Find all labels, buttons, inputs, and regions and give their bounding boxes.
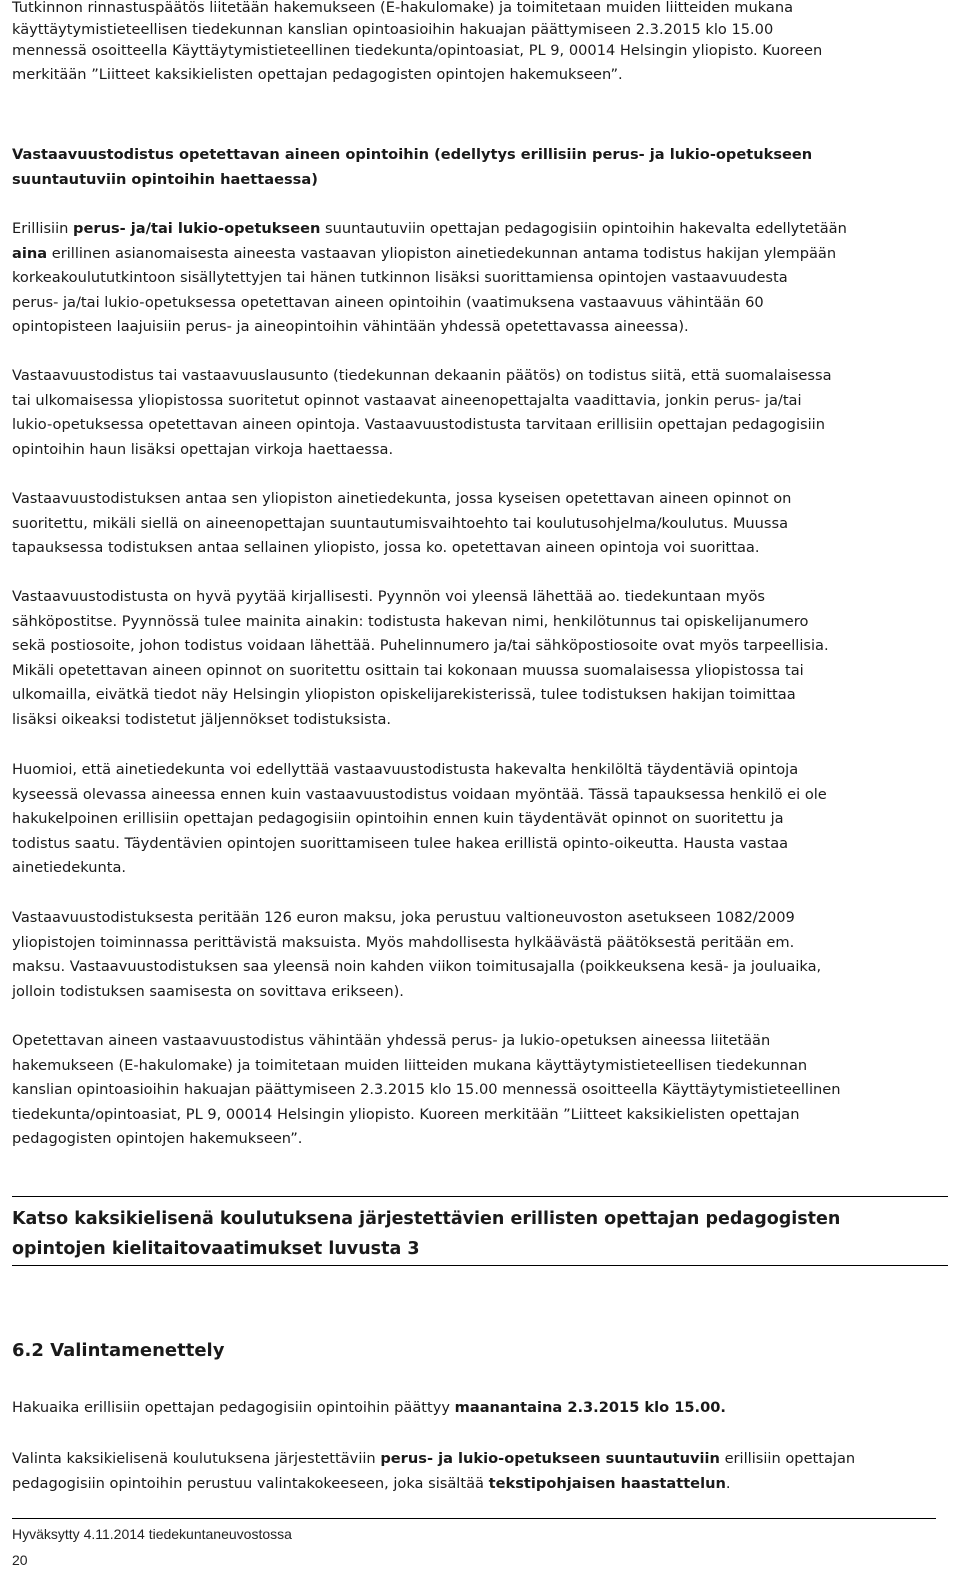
- selection-paragraph: [12, 1447, 855, 1496]
- heading-line: suuntautuviin opintoihin haettaessa): [12, 170, 318, 188]
- paragraph-line: perus- ja/tai lukio-opetuksessa opetettavan aineen opintoihin (vaatimuksena vastaavuus vähintään 60: [12, 293, 764, 311]
- language-requirements-note: [12, 1204, 840, 1264]
- paragraph-line: Huomioi, että ainetiedekunta voi edellyttää vastaavuustodistusta hakevalta henkilöltä täydentäviä opintoja: [12, 761, 799, 778]
- paragraph-line: hakukelpoinen erillisiin opettajan pedagogisiin opintoihin ennen kuin täydentävät opinnot on suoritettu ja: [12, 810, 784, 827]
- certificate-heading: [12, 143, 812, 192]
- paragraph-line: sähköpostitse. Pyynnössä tulee mainita ainakin: todistusta hakevan nimi, henkilötunnus tai opiskelijanumero: [12, 612, 809, 630]
- paragraph-requirement: [12, 217, 847, 340]
- footer-approval: Hyväksytty 4.11.2014 tiedekuntaneuvostossa: [12, 1526, 292, 1542]
- paragraph-line: tapauksessa todistuksen antaa sellainen yliopisto, jossa ko. opetettavan aineen opintoja voi suorittaa.: [12, 539, 760, 556]
- note-bottom-rule: [12, 1265, 948, 1266]
- paragraph-line: Vastaavuustodistusta on hyvä pyytää kirjallisesti. Pyynnön voi yleensä lähettää ao. tiedekuntaan myös: [12, 588, 766, 605]
- paragraph-supplementary: [12, 758, 827, 881]
- paragraph-line: suoritettu, mikäli siellä on aineenopettajan suuntautumisvaihtoehto tai koulutusohjelma/koulutus. Muussa: [12, 514, 789, 532]
- application-deadline: Hakuaika erillisiin opettajan pedagogisiin opintoihin päättyy maanantaina 2.3.2015 klo 15.00.: [12, 1399, 726, 1416]
- paragraph-line: Vastaavuustodistus tai vastaavuuslausunto (tiedekunnan dekaanin päätös) on todistus siitä, että suomalaisessa: [12, 367, 832, 384]
- paragraph-line: lukio-opetuksessa opetettavan aineen opintoja. Vastaavuustodistusta tarvitaan erillisiin opettajan pedagogisiin: [12, 416, 825, 433]
- paragraph-line: kanslian opintoasioihin hakuajan päättymiseen 2.3.2015 klo 15.00 mennessä osoitteella Käyttäytymistieteellinen: [12, 1081, 841, 1098]
- note-top-rule: [12, 1196, 948, 1197]
- paragraph-request: [12, 585, 829, 732]
- paragraph-line: opintopisteen laajuisiin perus- ja aineopintoihin vähintään yhdessä opetettavassa aineessa).: [12, 318, 689, 335]
- paragraph-line: Mikäli opetettavan aineen opinnot on suoritettu osittain tai kokonaan muussa suomalaisessa yliopistossa tai: [12, 661, 804, 679]
- paragraph-line: tiedekunta/opintoasiat, PL 9, 00014 Helsingin yliopisto. Kuoreen merkitään ”Liitteet kaksikielisten opettajan: [12, 1105, 800, 1123]
- paragraph-line: todistus saatu. Täydentävien opintojen suorittamiseen tulee hakea erillistä opinto-oikeutta. Hausta vastaa: [12, 834, 789, 852]
- intro-line: käyttäytymistieteellisen tiedekunnan kanslian opintoasioihin hakuajan päättymiseen 2.3.2015 klo 15.00: [12, 20, 774, 38]
- paragraph-line: korkeakoulututkintoon sisällytettyjen tai hänen tutkinnon lisäksi suorittamiensa opintojen vastaavuudesta: [12, 269, 788, 286]
- paragraph-line: aina erillinen asianomaisesta aineesta vastaavan yliopiston ainetiedekunnan antama todistus hakijan ylempään: [12, 244, 837, 262]
- intro-line: merkitään ”Liitteet kaksikielisten opettajan pedagogisten opintojen hakemukseen”.: [12, 65, 623, 83]
- section-title: 6.2 Valintamenettely: [12, 1340, 225, 1361]
- intro-line: mennessä osoitteella Käyttäytymistieteellinen tiedekunta/opintoasiat, PL 9, 00014 Helsingin yliopisto. Kuoreen: [12, 42, 823, 59]
- page-number: 20: [12, 1552, 28, 1568]
- paragraph-line: Vastaavuustodistuksen antaa sen yliopiston ainetiedekunta, jossa kyseisen opetettavan aineen opinnot on: [12, 490, 792, 507]
- paragraph-line: Opetettavan aineen vastaavuustodistus vähintään yhdessä perus- ja lukio-opetuksen aineessa liitetään: [12, 1032, 771, 1049]
- paragraph-line: pedagogisten opintojen hakemukseen”.: [12, 1130, 303, 1147]
- paragraph-line: maksu. Vastaavuustodistuksen saa yleensä noin kahden viikon toimitusajalla (poikkeuksena kesä- ja jouluaika,: [12, 958, 822, 975]
- paragraph-line: yliopistojen toiminnassa perittävistä maksuista. Myös mahdollisesta hylkäävästä päätöksestä peritään em.: [12, 933, 795, 951]
- paragraph-line: Valinta kaksikielisenä koulutuksena järjestettäviin perus- ja lukio-opetukseen suuntautuviin erillisiin opettajan: [12, 1450, 856, 1467]
- heading-line: Vastaavuustodistus opetettavan aineen opintoihin (edellytys erillisiin perus- ja lukio-opetukseen: [12, 146, 813, 163]
- paragraph-line: jolloin todistuksen saamisesta on sovittava erikseen).: [12, 982, 404, 1000]
- footer-rule: [12, 1518, 936, 1519]
- paragraph-line: sekä postiosoite, johon todistus voidaan lähettää. Puhelinnumero ja/tai sähköpostiosoite ovat myös tarpeellisia.: [12, 637, 829, 654]
- intro-line: Tutkinnon rinnastuspäätös liitetään hakemukseen (E-hakulomake) ja toimitetaan muiden liitteiden mukana: [12, 0, 794, 16]
- note-line: Katso kaksikielisenä koulutuksena järjestettävien erillisten opettajan pedagogisten: [12, 1209, 841, 1229]
- paragraph-line: ainetiedekunta.: [12, 859, 127, 876]
- paragraph-issuer: [12, 487, 791, 561]
- paragraph-line: lisäksi oikeaksi todistetut jäljennökset todistuksista.: [12, 710, 392, 728]
- paragraph-line: hakemukseen (E-hakulomake) ja toimitetaan muiden liitteiden mukana käyttäytymistieteellisen tiedekunnan: [12, 1056, 808, 1074]
- intro-paragraph: [12, 0, 822, 85]
- paragraph-definition: [12, 364, 832, 462]
- paragraph-line: tai ulkomaisessa yliopistossa suoritetut opinnot vastaavat aineenopettajalta vaadittavia, jonkin perus- ja/tai: [12, 391, 802, 409]
- paragraph-line: Vastaavuustodistuksesta peritään 126 euron maksu, joka perustuu valtioneuvoston asetukseen 1082/2009: [12, 909, 795, 926]
- note-line: opintojen kielitaitovaatimukset luvusta 3: [12, 1239, 420, 1259]
- paragraph-submission: [12, 1029, 841, 1152]
- paragraph-line: pedagogisiin opintoihin perustuu valintakokeeseen, joka sisältää tekstipohjaisen haastattelun.: [12, 1474, 731, 1492]
- paragraph-fee: [12, 906, 821, 1004]
- paragraph-line: ulkomailla, eivätkä tiedot näy Helsingin yliopiston opiskelijarekisterissä, tulee todistuksen hakijan toimittaa: [12, 686, 796, 703]
- paragraph-line: Erillisiin perus- ja/tai lukio-opetukseen suuntautuviin opettajan pedagogisiin opintoihin hakevalta edellytetään: [12, 220, 847, 237]
- paragraph-line: opintoihin haun lisäksi opettajan virkoja haettaessa.: [12, 440, 394, 458]
- paragraph-line: kyseessä olevassa aineessa ennen kuin vastaavuustodistus voidaan myöntää. Tässä tapauksessa henkilö ei ole: [12, 785, 827, 803]
